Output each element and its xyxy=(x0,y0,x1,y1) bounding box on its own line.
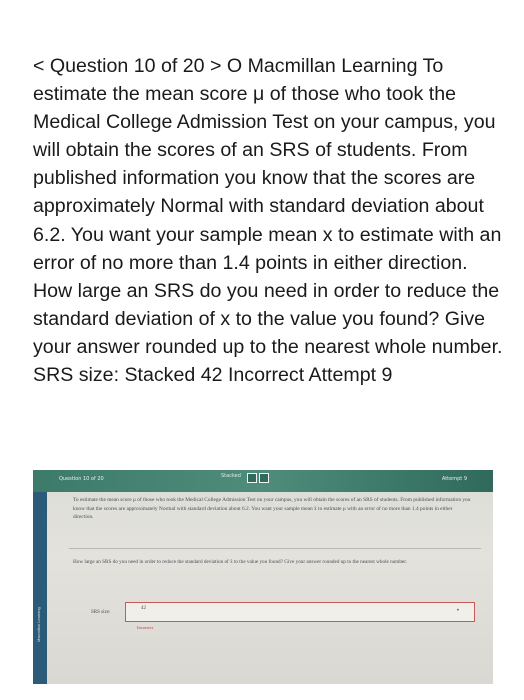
section-divider xyxy=(69,548,481,549)
monitor-photo xyxy=(33,470,493,684)
question-nav[interactable]: Question 10 of 20 xyxy=(59,476,104,482)
srs-size-input[interactable] xyxy=(125,602,475,622)
more-options-icon[interactable]: • xyxy=(456,608,459,614)
attempt-label[interactable]: Attempt 9 xyxy=(441,476,467,482)
srs-size-value: 42 xyxy=(141,606,146,611)
header-bar xyxy=(33,470,493,492)
view-toggle-button[interactable] xyxy=(247,473,257,483)
question-paragraph-1: To estimate the mean score μ of those who took the Medical College Admission Test on your campus, you will obtain the scores of an SRS of students. From published information you know that the scores are approximately Normal with standard deviation about 6.2. You want your sample mean x̄ to estimate μ with an error of no more than 1.4 points in either direction. xyxy=(73,497,471,521)
sidebar-brand: Macmillan Learning xyxy=(36,607,41,642)
view-toggle-button-2[interactable] xyxy=(259,473,269,483)
srs-size-label: SRS size: xyxy=(91,610,111,615)
incorrect-feedback: Incorrect xyxy=(137,625,154,630)
question-transcript: < Question 10 of 20 > O Macmillan Learning To estimate the mean score μ of those who took the Medical College Admission Test on your campus, you will obtain the scores of an SRS of students. From published information you know that the scores are approximately Normal with standard deviation about 6.2. You want your sample mean x to estimate with an error of no more than 1.4 points in either direction. How large an SRS do you need in order to reduce the standard deviation of x to the value you found? Give your answer rounded up to the nearest whole number. SRS size: Stacked 42 Incorrect Attempt 9 xyxy=(33,55,503,387)
question-paragraph-2: How large an SRS do you need in order to reduce the standard deviation of x̄ to the value you found? Give your answer rounded up to the nearest whole number. xyxy=(73,559,407,565)
sidebar-strip xyxy=(33,492,47,684)
stacked-label: Stacked xyxy=(221,473,241,479)
